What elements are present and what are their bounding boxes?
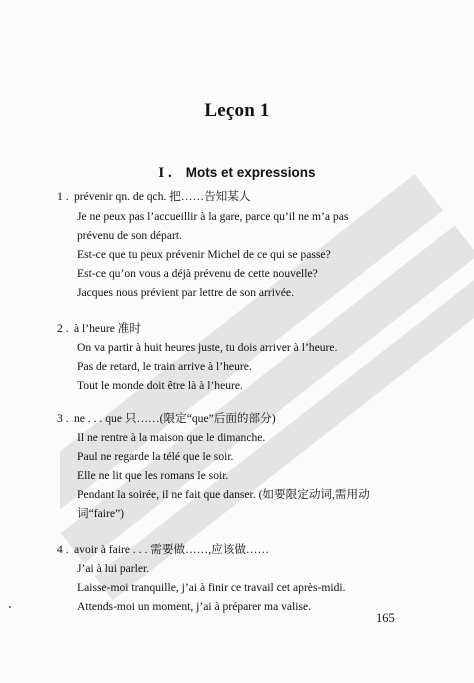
entry-1-example: Je ne peux pas l’accueillir à la gare, parce qu’il ne m’a pas (77, 210, 349, 223)
entry-3-example: Il ne rentre à la maison que le dimanche. (77, 431, 266, 444)
entry-2-example: Pas de retard, le train arrive à l’heure. (77, 360, 252, 373)
entry-4-example: Attends-moi un moment, j’ai à préparer ma valise. (77, 600, 312, 613)
entry-1-example: Est-ce qu’on vous a déjà prévenu de cette nouvelle? (77, 267, 318, 280)
entry-1-number: 1 . (57, 190, 69, 203)
page-number: 165 (376, 611, 395, 625)
entry-3-number: 3 . (57, 412, 69, 425)
entry-3-example: 词“faire”) (77, 507, 124, 520)
entry-3-example: Elle ne lit que les romans le soir. (77, 469, 229, 482)
entry-3-head: ne . . . que 只……(限定“que”后面的部分) (74, 412, 276, 425)
entry-1-head: prévenir qn. de qch. 把……告知某人 (74, 190, 251, 203)
lesson-title: Leçon 1 (204, 100, 270, 121)
entry-2-example: On va partir à huit heures juste, tu dois arriver à l’heure. (77, 341, 338, 354)
entry-3-example: Paul ne regarde la télé que le soir. (77, 450, 234, 463)
entry-2-head: à l’heure 准时 (74, 322, 141, 335)
entry-2-example: Tout le monde doit être là à l’heure. (77, 379, 243, 392)
section-numeral: I . (158, 165, 172, 181)
entry-4-number: 4 . (57, 543, 69, 556)
print-speck (9, 606, 11, 608)
entry-2-number: 2 . (57, 322, 69, 335)
entry-1-example: Est-ce que tu peux prévenir Michel de ce qui se passe? (77, 248, 331, 261)
entry-4-example: J’ai à lui parler. (77, 562, 150, 575)
section-heading (0, 165, 474, 182)
entry-1-example: Jacques nous prévient par lettre de son arrivée. (77, 286, 294, 299)
entry-1-example: prévenu de son départ. (77, 229, 182, 242)
section-title: Mots et expressions (185, 165, 316, 180)
entry-4-head: avoir à faire . . . 需要做……,应该做…… (74, 543, 270, 556)
entry-3-example: Pendant la soirée, il ne fait que danser. (如要限定动词,需用动 (77, 488, 370, 501)
entry-4-example: Laisse-moi tranquille, j’ai à finir ce travail cet après-midi. (77, 581, 346, 594)
